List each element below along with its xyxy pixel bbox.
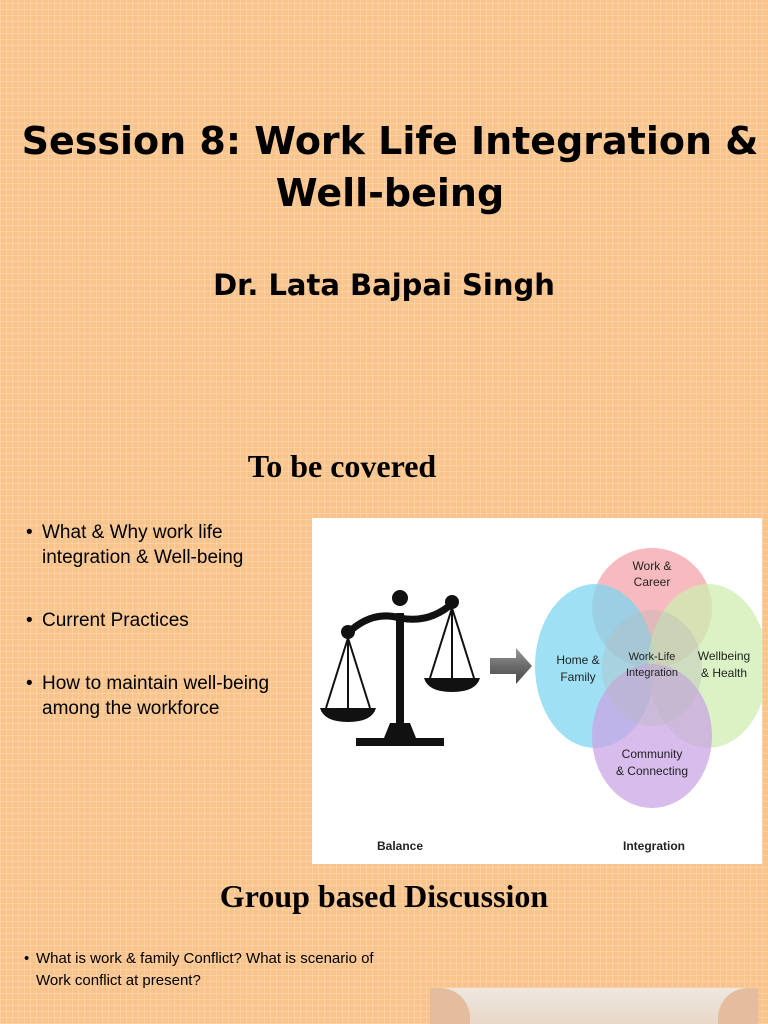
slide-title-line-1: Session 8: Work Life Integration & [21, 119, 759, 163]
covered-item-2: • Current Practices [26, 608, 296, 633]
covered-item-1: • What & Why work life integration & Well-being [26, 520, 296, 570]
label-center-line1: Work-Life [628, 651, 676, 663]
discussion-list [24, 948, 404, 992]
covered-item-3: • How to maintain well-being among the workforce [26, 671, 296, 721]
covered-list [26, 520, 296, 759]
discussion-heading: Group based Discussion [219, 878, 549, 914]
label-community-line1: Community [621, 747, 683, 761]
slide-title [20, 115, 760, 219]
label-center-line2: Integration [626, 667, 678, 679]
label-balance: Balance [376, 839, 424, 853]
label-wellbeing-line1: Wellbeing [697, 649, 751, 663]
label-home-line2: Family [560, 670, 596, 684]
discussion-item-1: • What is work & family Conflict? What is scenario of Work conflict at present? [24, 948, 404, 992]
label-home-line1: Home & [556, 653, 600, 667]
label-wellbeing-line2: & Health [700, 666, 748, 680]
figure-svg [312, 518, 762, 864]
label-integration: Integration [623, 839, 685, 853]
arrow-right-icon [490, 648, 532, 684]
label-work-line1: Work & [632, 559, 672, 573]
label-community-line2: & Connecting [615, 764, 689, 778]
label-work-line2: Career [633, 575, 671, 589]
scales-icon [320, 590, 480, 746]
author-name: Dr. Lata Bajpai Singh [213, 268, 555, 302]
covered-heading: To be covered [247, 448, 437, 484]
photo-skin-left [430, 988, 470, 1024]
balance-integration-figure [312, 518, 762, 864]
photo-skin-right [718, 988, 758, 1024]
person-photo [430, 988, 758, 1024]
slide-title-line-2: Well-being [275, 171, 505, 215]
